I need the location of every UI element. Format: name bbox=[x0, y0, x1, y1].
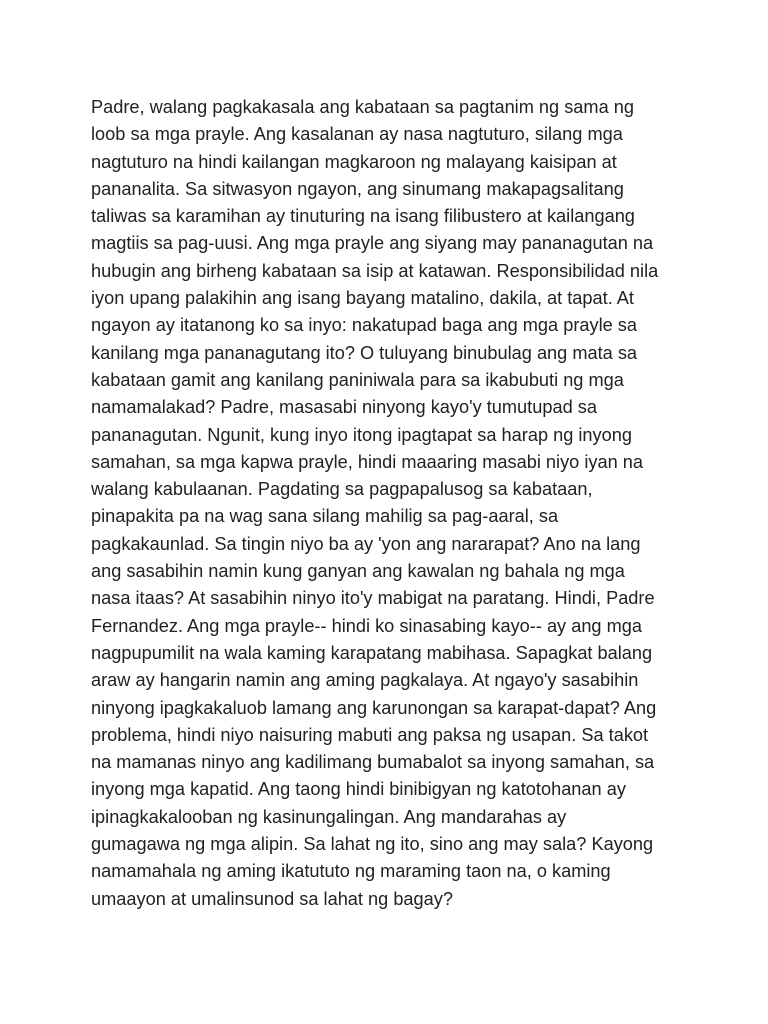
paragraph-line: walang kabulaanan. Pagdating sa pagpapalusog sa kabataan, bbox=[91, 479, 593, 500]
paragraph-line: gumagawa ng mga alipin. Sa lahat ng ito, sino ang may sala? Kayong bbox=[91, 834, 654, 855]
paragraph-line: pagkakaunlad. Sa tingin niyo ba ay 'yon ang nararapat? Ano na lang bbox=[91, 533, 641, 554]
paragraph-line: loob sa mga prayle. Ang kasalanan ay nasa nagtuturo, silang mga bbox=[91, 124, 623, 145]
paragraph-line: magtiis sa pag-uusi. Ang mga prayle ang siyang may pananagutan na bbox=[91, 233, 654, 254]
paragraph-line: taliwas sa karamihan ay tinuturing na isang filibustero at kailangang bbox=[91, 206, 635, 227]
paragraph-line: nagtuturo na hindi kailangan magkaroon ng malayang kaisipan at bbox=[91, 151, 617, 172]
paragraph-line: iyon upang palakihin ang isang bayang matalino, dakila, at tapat. At bbox=[91, 288, 634, 309]
paragraph-line: ang sasabihin namin kung ganyan ang kawalan ng bahala ng mga bbox=[91, 561, 625, 582]
paragraph-line: namamahala ng aming ikatututo ng maraming taon na, o kaming bbox=[91, 861, 611, 882]
paragraph-line: umaayon at umalinsunod sa lahat ng bagay? bbox=[91, 888, 453, 909]
paragraph-line: inyong mga kapatid. Ang taong hindi binibigyan ng katotohanan ay bbox=[91, 779, 626, 800]
paragraph-line: ninyong ipagkakaluob lamang ang karunongan sa karapat-dapat? Ang bbox=[91, 697, 657, 718]
paragraph-line: Fernandez. Ang mga prayle-- hindi ko sinasabing kayo-- ay ang mga bbox=[91, 615, 642, 636]
paragraph-line: hubugin ang birheng kabataan sa isip at katawan. Responsibilidad nila bbox=[91, 260, 659, 281]
paragraph-line: araw ay hangarin namin ang aming pagkalaya. At ngayo'y sasabihin bbox=[91, 670, 639, 691]
paragraph-line: Padre, walang pagkakasala ang kabataan sa pagtanim ng sama ng bbox=[91, 97, 634, 117]
paragraph-line: ipinagkakalooban ng kasinungalingan. Ang mandarahas ay bbox=[91, 806, 567, 827]
paragraph-line: samahan, sa mga kapwa prayle, hindi maaaring masabi niyo iyan na bbox=[91, 451, 643, 472]
paragraph-line: problema, hindi niyo naisuring mabuti ang paksa ng usapan. Sa takot bbox=[91, 724, 649, 745]
paragraph-line: na mamanas ninyo ang kadilimang bumabalot sa inyong samahan, sa bbox=[91, 752, 655, 773]
paragraph-line: pananalita. Sa sitwasyon ngayon, ang sinumang makapagsalitang bbox=[91, 178, 624, 199]
paragraph-line: kanilang mga pananagutang ito? O tuluyang binubulag ang mata sa bbox=[91, 342, 638, 363]
paragraph-line: ngayon ay itatanong ko sa inyo: nakatupad baga ang mga prayle sa bbox=[91, 315, 638, 336]
paragraph-line: nasa itaas? At sasabihin ninyo ito'y mabigat na paratang. Hindi, Padre bbox=[91, 588, 655, 609]
paragraph-line: nagpupumilit na wala kaming karapatang mabihasa. Sapagkat balang bbox=[91, 642, 653, 663]
body-paragraph bbox=[91, 94, 691, 913]
paragraph-line: kabataan gamit ang kanilang paniniwala para sa ikabubuti ng mga bbox=[91, 369, 624, 390]
paragraph-line: pananagutan. Ngunit, kung inyo itong ipagtapat sa harap ng inyong bbox=[91, 424, 632, 445]
paragraph-line: namamalakad? Padre, masasabi ninyong kayo'y tumutupad sa bbox=[91, 397, 597, 418]
paragraph-line: pinapakita pa na wag sana silang mahilig sa pag-aaral, sa bbox=[91, 506, 559, 527]
